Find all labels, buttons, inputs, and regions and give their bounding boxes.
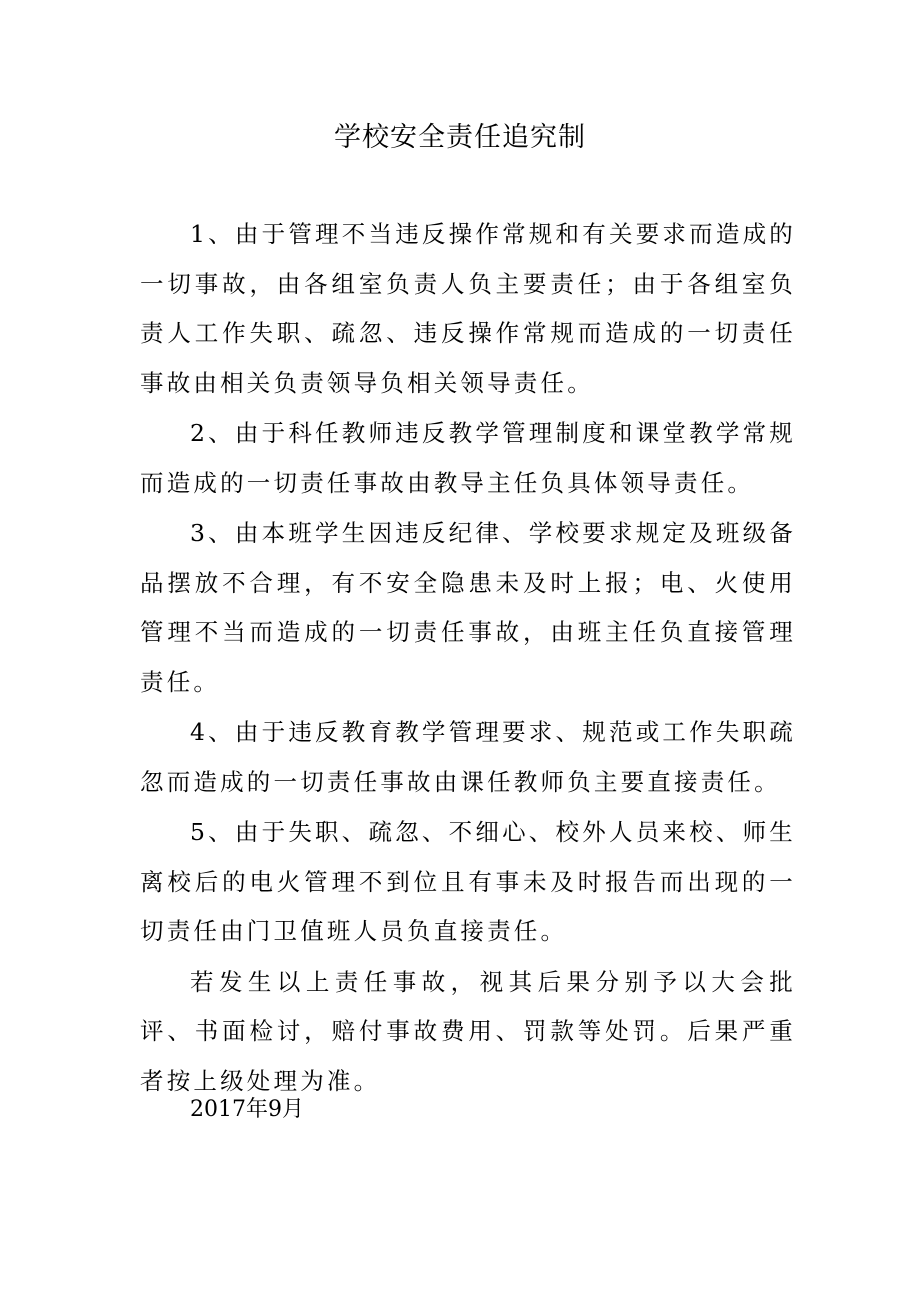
document-date: 2017年9月	[190, 1097, 304, 1122]
paragraph-penalty: 若发生以上责任事故，视其后果分别予以大会批评、书面检讨，赔付事故费用、罚款等处罚。后果严重者按上级处理为准。	[140, 967, 796, 1095]
paragraph-5: 5、由于失职、疏忽、不细心、校外人员来校、师生离校后的电火管理不到位且有事未及时报告而出现的一切责任由门卫值班人员负直接责任。	[140, 818, 796, 945]
paragraph-2: 2、由于科任教师违反教学管理制度和课堂教学常规而造成的一切责任事故由教导主任负具体领导责任。	[140, 419, 796, 497]
paragraph-1: 1、由于管理不当违反操作常规和有关要求而造成的一切事故，由各组室负责人负主要责任；由于各组室负责人工作失职、疏忽、违反操作常规而造成的一切责任事故由相关负责领导负相关领导责任。	[140, 220, 796, 397]
paragraph-4: 4、由于违反教育教学管理要求、规范或工作失职疏忽而造成的一切责任事故由课任教师负主要直接责任。	[140, 718, 796, 796]
page-title: 学校安全责任追究制	[334, 122, 586, 153]
document-body	[140, 210, 796, 1107]
paragraph-3: 3、由本班学生因违反纪律、学校要求规定及班级备品摆放不合理，有不安全隐患未及时上报；电、火使用管理不当而造成的一切责任事故，由班主任负直接管理责任。	[140, 519, 796, 696]
